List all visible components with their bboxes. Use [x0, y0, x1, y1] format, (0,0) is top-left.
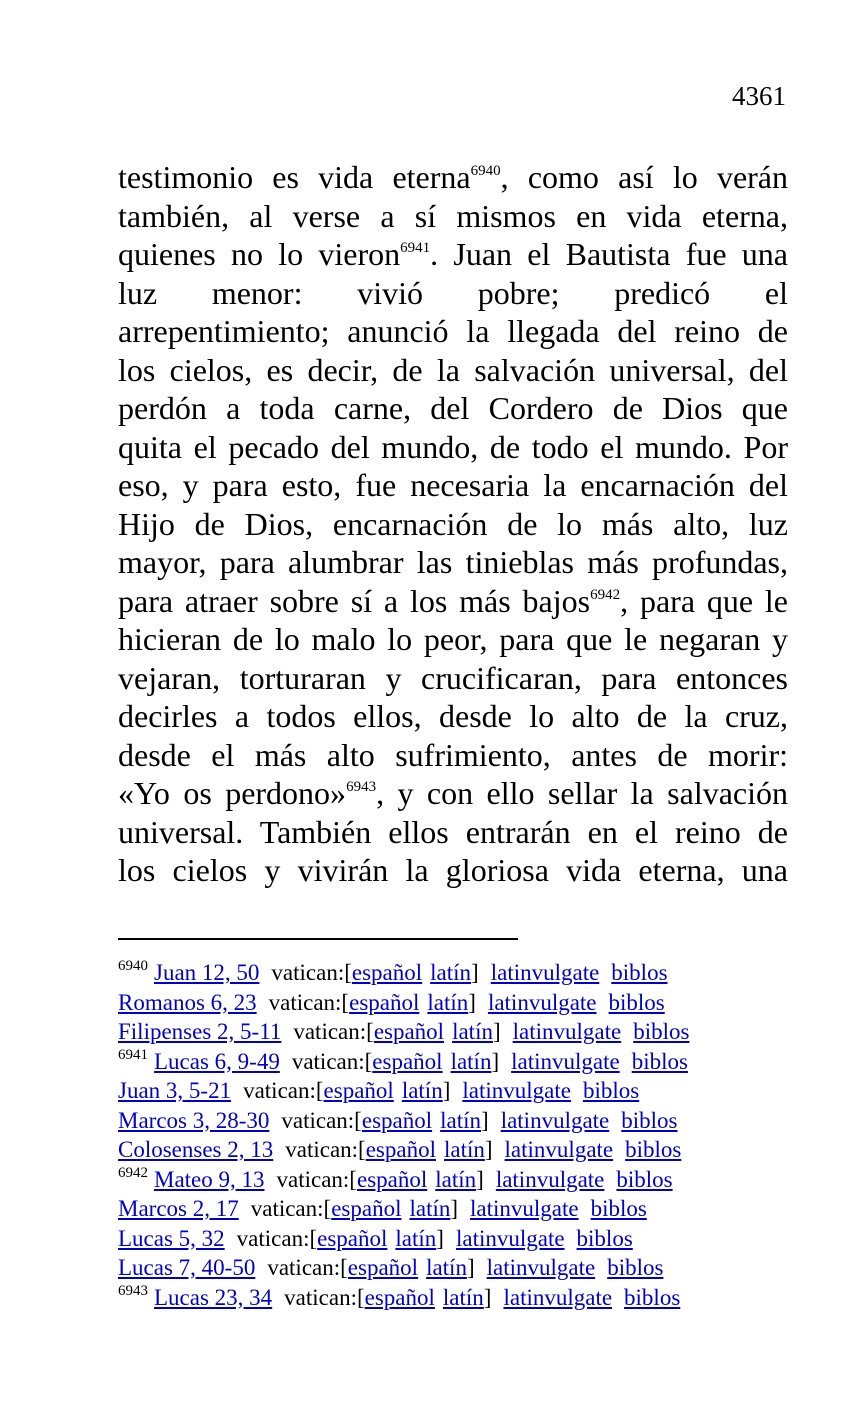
- body-line: [118, 274, 788, 313]
- body-line: [118, 351, 788, 390]
- footnote-number: 6940: [118, 958, 148, 974]
- bracket-close: ]: [476, 1166, 484, 1192]
- biblos-link[interactable]: biblos: [624, 1284, 681, 1310]
- footnote-row: [118, 958, 818, 988]
- latinvulgate-link[interactable]: latinvulgate: [500, 1107, 610, 1133]
- footnote-row: [118, 1017, 818, 1047]
- body-line: [118, 582, 788, 621]
- latin-link[interactable]: latín: [450, 1048, 492, 1074]
- footnote-row: [118, 988, 818, 1018]
- body-text-segment: , como así lo verán: [500, 159, 789, 195]
- bracket-close: ]: [436, 1225, 444, 1251]
- bracket-close: ]: [484, 1137, 493, 1162]
- footnote-reference-link[interactable]: Lucas 23, 34: [154, 1284, 273, 1310]
- espanol-link[interactable]: español: [361, 1107, 433, 1133]
- body-text-segment: , y con ello sellar la salvación: [376, 775, 789, 811]
- footnote-number: 6941: [118, 1046, 148, 1063]
- body-line: [118, 428, 788, 467]
- espanol-link[interactable]: español: [347, 1255, 419, 1280]
- body-text-segment: desde el más alto sufrimiento, antes de morir:: [118, 736, 788, 773]
- latinvulgate-link[interactable]: latinvulgate: [486, 1255, 596, 1280]
- footnote-reference: 6940: [470, 163, 501, 179]
- body-text-segment: vejaran, torturaran y crucificaran, para entonces: [118, 659, 788, 696]
- vatican-label: vatican:[: [267, 1255, 348, 1280]
- body-text-segment: perdón a toda carne, del Cordero de Dios que: [118, 390, 788, 426]
- latinvulgate-link[interactable]: latinvulgate: [511, 1048, 620, 1074]
- espanol-link[interactable]: español: [331, 1196, 402, 1221]
- body-text-segment: quita el pecado del mundo, de todo el mundo. Por: [118, 428, 788, 465]
- body-text-segment: arrepentimiento; anunció la llegada del reino de: [118, 313, 788, 349]
- footnote-row: [118, 1165, 818, 1195]
- footnote-separator: [118, 938, 518, 940]
- latin-link[interactable]: latín: [409, 1196, 451, 1221]
- body-text-segment: «Yo os perdono»: [118, 775, 347, 811]
- body-line: [118, 851, 788, 890]
- body-text-segment: Hijo de Dios, encarnación de lo más alto, luz: [118, 505, 788, 542]
- body-text-segment: testimonio es vida eterna: [118, 159, 471, 195]
- vatican-label: vatican:[: [291, 1048, 373, 1074]
- biblos-link[interactable]: biblos: [625, 1137, 682, 1162]
- footnote-reference-link[interactable]: Romanos 6, 23: [118, 989, 257, 1015]
- latin-link[interactable]: latín: [435, 1166, 477, 1192]
- vatican-label: vatican:[: [268, 989, 350, 1015]
- footnote-reference: 6943: [346, 779, 377, 795]
- espanol-link[interactable]: español: [323, 1078, 394, 1103]
- latinvulgate-link[interactable]: latinvulgate: [487, 989, 597, 1015]
- vatican-label: vatican:[: [276, 1166, 357, 1192]
- latin-link[interactable]: latín: [442, 1284, 484, 1310]
- body-line: [118, 697, 788, 736]
- body-text-segment: mayor, para alumbrar las tinieblas más profundas,: [118, 544, 788, 580]
- body-text-segment: los cielos, es decir, de la salvación universal, del: [118, 351, 788, 388]
- footnote-reference: 6941: [400, 240, 431, 256]
- body-text-segment: para atraer sobre sí a los más bajos: [118, 582, 591, 619]
- latin-link[interactable]: latín: [440, 1107, 482, 1133]
- body-line: [118, 659, 788, 698]
- body-text-segment: también, al verse a sí mismos en vida eterna,: [118, 197, 788, 234]
- footnote-row: [118, 1135, 818, 1165]
- body-line: [118, 774, 788, 813]
- biblos-link[interactable]: biblos: [611, 960, 668, 985]
- page-number: 4361: [732, 81, 786, 111]
- footnote-reference-link[interactable]: Lucas 6, 9-49: [154, 1048, 280, 1074]
- biblos-link[interactable]: biblos: [621, 1107, 678, 1133]
- body-line: [118, 466, 788, 505]
- latinvulgate-link[interactable]: latinvulgate: [490, 960, 600, 985]
- bracket-close: ]: [492, 1019, 501, 1044]
- footnote-row: [118, 1047, 818, 1077]
- latinvulgate-link[interactable]: latinvulgate: [503, 1284, 613, 1310]
- espanol-link[interactable]: español: [364, 1284, 435, 1310]
- footnote-reference-link[interactable]: Marcos 3, 28-30: [118, 1107, 270, 1133]
- body-text-segment: decirles a todos ellos, desde lo alto de la cruz,: [118, 698, 788, 734]
- bracket-close: ]: [450, 1196, 459, 1221]
- latin-link[interactable]: latín: [426, 1255, 467, 1280]
- body-text-segment: eso, y para esto, fue necesaria la encarnación del: [118, 467, 788, 503]
- footnote-row: [118, 1106, 818, 1136]
- footnotes: [118, 958, 818, 1312]
- footnote-reference-link[interactable]: Colosenses 2, 13: [118, 1137, 274, 1162]
- vatican-label: vatican:[: [250, 1196, 332, 1221]
- footnote-row: [118, 1076, 818, 1106]
- body-text-segment: universal. También ellos entrarán en el reino de: [118, 813, 788, 850]
- latin-link[interactable]: latín: [427, 989, 469, 1015]
- vatican-label: vatican:[: [271, 960, 352, 985]
- bracket-close: ]: [471, 960, 479, 985]
- body-line: [118, 736, 788, 775]
- bracket-close: ]: [466, 1255, 475, 1280]
- latinvulgate-link[interactable]: latinvulgate: [470, 1196, 579, 1221]
- footnote-row: [118, 1194, 818, 1224]
- biblos-link[interactable]: biblos: [616, 1166, 673, 1192]
- footnote-reference-link[interactable]: Lucas 5, 32: [118, 1225, 225, 1251]
- footnote-reference-link[interactable]: Juan 12, 50: [154, 960, 260, 985]
- vatican-label: vatican:[: [293, 1019, 374, 1044]
- espanol-link[interactable]: español: [365, 1137, 436, 1162]
- body-text-segment: , para que le: [620, 582, 789, 619]
- espanol-link[interactable]: español: [351, 960, 423, 985]
- biblos-link[interactable]: biblos: [633, 1019, 690, 1044]
- body-line: [118, 312, 788, 351]
- body-line: [118, 197, 788, 236]
- footnote-row: [118, 1224, 818, 1254]
- biblos-link[interactable]: biblos: [631, 1048, 688, 1074]
- bracket-close: ]: [468, 989, 476, 1015]
- body-line: [118, 505, 788, 544]
- espanol-link[interactable]: español: [317, 1225, 388, 1251]
- latinvulgate-link[interactable]: latinvulgate: [462, 1078, 571, 1103]
- body-line: [118, 813, 788, 852]
- footnote-reference-link[interactable]: Lucas 7, 40-50: [118, 1255, 256, 1280]
- espanol-link[interactable]: español: [349, 989, 420, 1015]
- bracket-close: ]: [481, 1107, 489, 1133]
- vatican-label: vatican:[: [284, 1284, 365, 1310]
- latinvulgate-link[interactable]: latinvulgate: [495, 1166, 605, 1192]
- espanol-link[interactable]: español: [373, 1019, 445, 1044]
- body-text: [118, 158, 788, 890]
- latin-link[interactable]: latín: [430, 960, 472, 985]
- footnote-reference-link[interactable]: Marcos 2, 17: [118, 1196, 239, 1221]
- latin-link[interactable]: latín: [443, 1137, 485, 1162]
- vatican-label: vatican:[: [243, 1078, 324, 1103]
- body-line: [118, 235, 788, 274]
- biblos-link[interactable]: biblos: [590, 1196, 647, 1221]
- footnote-reference-link[interactable]: Filipenses 2, 5-11: [118, 1019, 282, 1044]
- footnote-number: 6942: [118, 1164, 148, 1181]
- biblos-link[interactable]: biblos: [608, 989, 665, 1015]
- body-text-segment: quienes no lo vieron: [118, 236, 401, 272]
- espanol-link[interactable]: español: [372, 1048, 443, 1074]
- body-text-segment: hicieran de lo malo lo peor, para que le negaran y: [118, 621, 788, 657]
- vatican-label: vatican:[: [285, 1137, 366, 1162]
- latin-link[interactable]: latín: [452, 1019, 493, 1044]
- latin-link[interactable]: latín: [401, 1078, 443, 1103]
- biblos-link[interactable]: biblos: [607, 1255, 664, 1280]
- footnote-reference-link[interactable]: Mateo 9, 13: [154, 1166, 265, 1192]
- body-text-segment: . Juan el Bautista fue una: [430, 236, 789, 272]
- latinvulgate-link[interactable]: latinvulgate: [455, 1225, 565, 1251]
- bracket-close: ]: [442, 1078, 451, 1103]
- biblos-link[interactable]: biblos: [582, 1078, 640, 1103]
- footnote-number: 6943: [118, 1282, 148, 1299]
- latinvulgate-link[interactable]: latinvulgate: [512, 1019, 622, 1044]
- body-line: [118, 543, 788, 582]
- footnote-row: [118, 1283, 818, 1313]
- footnote-reference-link[interactable]: Juan 3, 5-21: [118, 1078, 232, 1103]
- bracket-close: ]: [491, 1048, 500, 1074]
- body-text-segment: los cielos y vivirán la gloriosa vida eterna, una: [118, 852, 788, 888]
- footnote-row: [118, 1253, 818, 1283]
- vatican-label: vatican:[: [236, 1225, 318, 1251]
- espanol-link[interactable]: español: [356, 1166, 428, 1192]
- body-line: [118, 158, 788, 197]
- latin-link[interactable]: latín: [395, 1225, 437, 1251]
- footnote-reference: 6942: [590, 586, 621, 603]
- body-line: [118, 389, 788, 428]
- body-text-segment: luz menor: vivió pobre; predicó el: [118, 274, 788, 311]
- latinvulgate-link[interactable]: latinvulgate: [504, 1137, 614, 1162]
- vatican-label: vatican:[: [281, 1107, 362, 1133]
- body-line: [118, 620, 788, 659]
- biblos-link[interactable]: biblos: [576, 1225, 633, 1251]
- bracket-close: ]: [483, 1284, 492, 1310]
